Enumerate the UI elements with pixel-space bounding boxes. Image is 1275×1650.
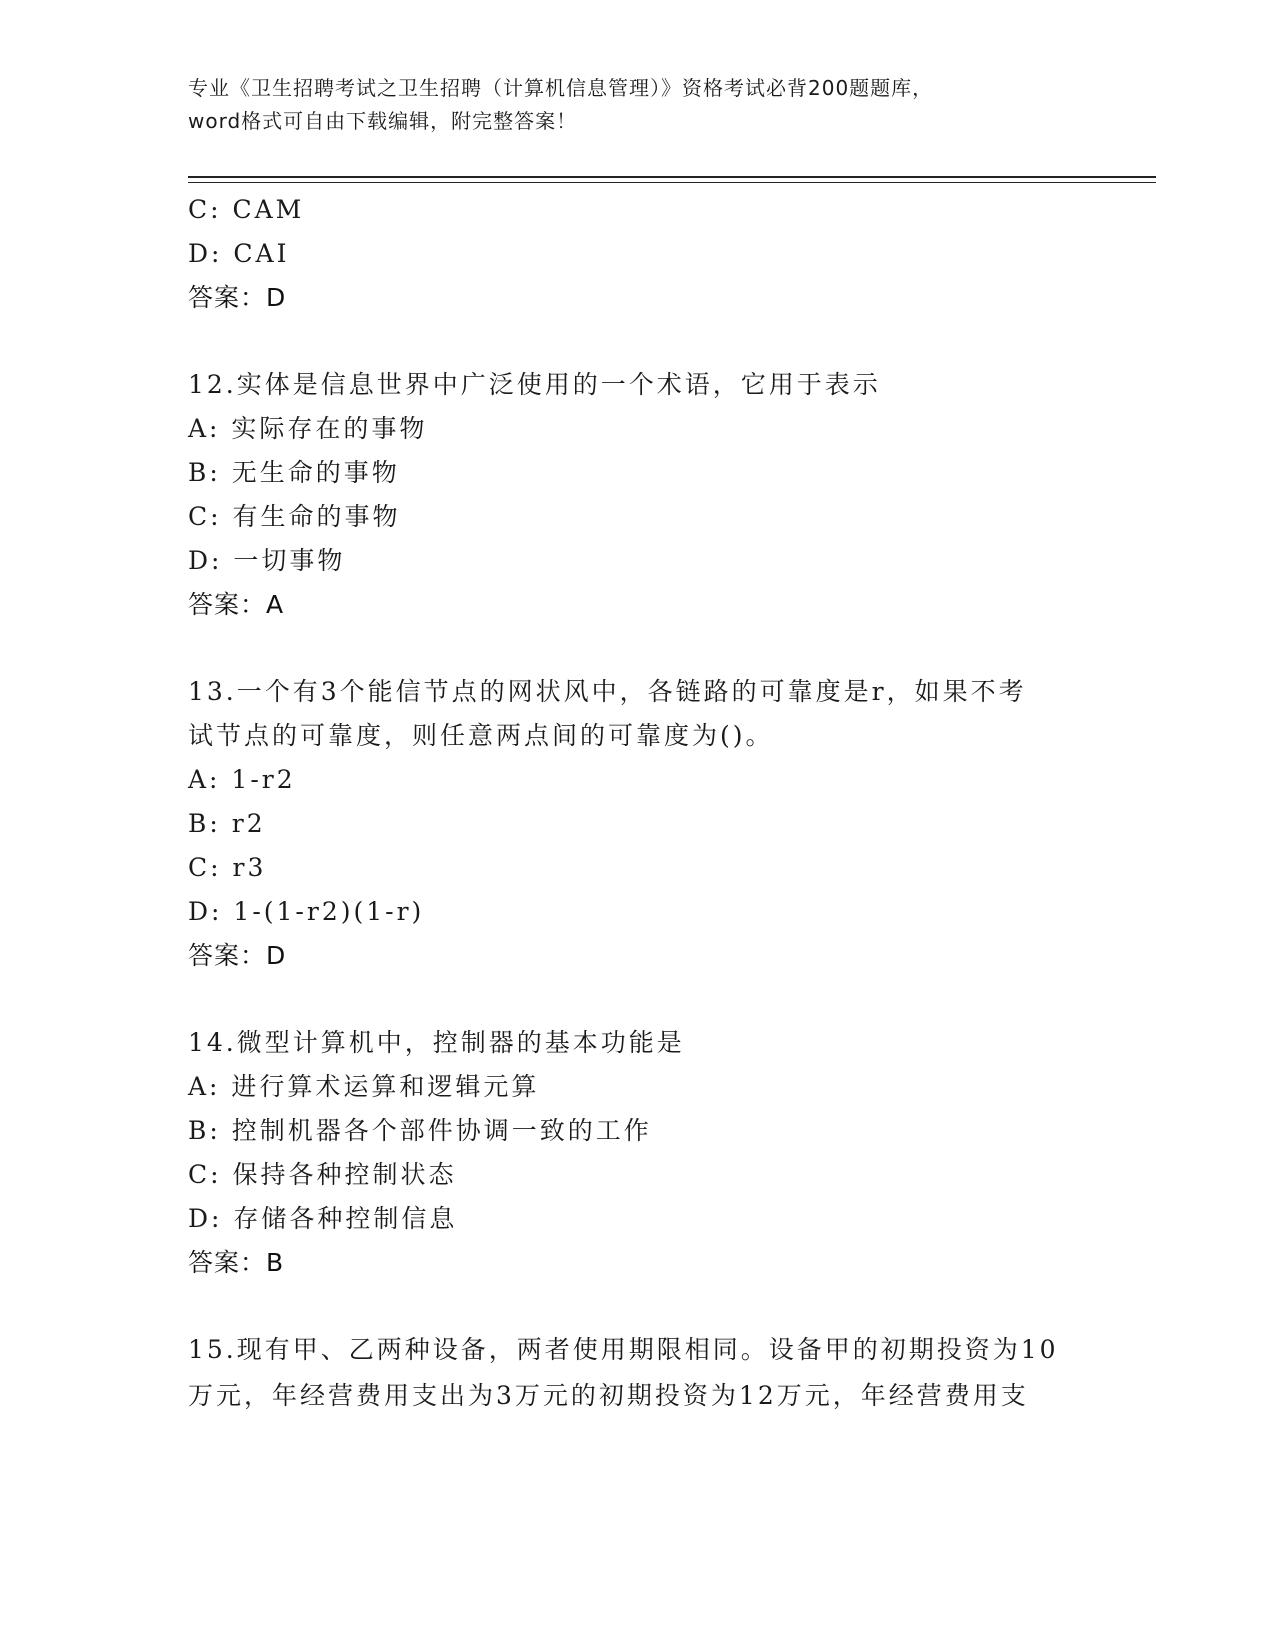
q12-option-a: A: 实际存在的事物 — [188, 414, 428, 443]
q11-option-c: C: CAM — [188, 195, 305, 224]
q14-answer: 答案：B — [188, 1248, 285, 1277]
q11-option-d: D: CAI — [188, 239, 290, 268]
q15-stem-line-1: 15.现有甲、乙两种设备，两者使用期限相同。设备甲的初期投资为10 — [188, 1335, 1059, 1364]
q14-option-d: D: 存储各种控制信息 — [188, 1204, 458, 1233]
q13-stem-line-1: 13.一个有3个能信节点的网状风中，各链路的可靠度是r，如果不考 — [188, 677, 1027, 706]
q12-answer: 答案：A — [188, 590, 285, 619]
q14-stem: 14.微型计算机中，控制器的基本功能是 — [188, 1028, 685, 1057]
q14-option-c: C: 保持各种控制状态 — [188, 1160, 457, 1189]
q15-stem-line-2: 万元，年经营费用支出为3万元的初期投资为12万元，年经营费用支 — [188, 1381, 1029, 1410]
q14-option-a: A: 进行算术运算和逻辑元算 — [188, 1072, 540, 1101]
q13-option-c: C: r3 — [188, 853, 267, 882]
header-divider-thick — [188, 176, 1156, 178]
header-divider-thin — [188, 182, 1156, 183]
q12-option-c: C: 有生命的事物 — [188, 502, 401, 531]
q13-option-d: D: 1-(1-r2)(1-r) — [188, 897, 425, 926]
q13-stem-line-2: 试节点的可靠度，则任意两点间的可靠度为()。 — [188, 721, 774, 750]
q13-option-b: B: r2 — [188, 809, 266, 838]
q13-answer: 答案：D — [188, 941, 287, 970]
header-line-2: word格式可自由下载编辑，附完整答案！ — [188, 109, 578, 133]
q12-option-d: D: 一切事物 — [188, 546, 346, 575]
q13-option-a: A: 1-r2 — [188, 765, 296, 794]
header-line-1: 专业《卫生招聘考试之卫生招聘（计算机信息管理）》资格考试必背200题题库， — [188, 76, 934, 100]
document-header — [188, 72, 1088, 138]
q12-option-b: B: 无生命的事物 — [188, 458, 400, 487]
q11-answer: 答案：D — [188, 283, 287, 312]
q14-option-b: B: 控制机器各个部件协调一致的工作 — [188, 1116, 652, 1145]
q12-stem: 12.实体是信息世界中广泛使用的一个术语，它用于表示 — [188, 370, 881, 399]
